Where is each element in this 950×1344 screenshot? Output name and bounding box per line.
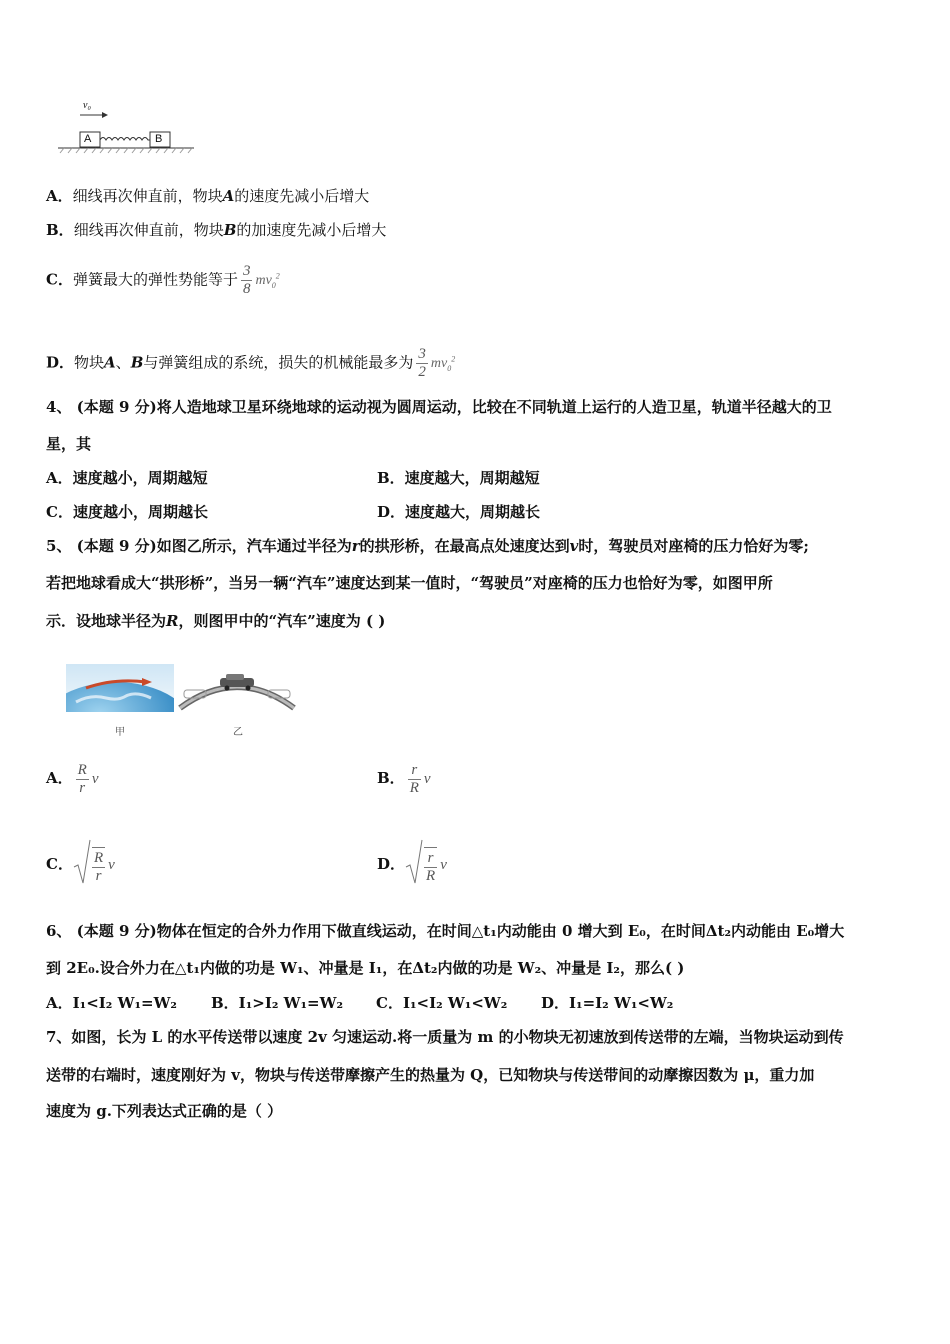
q6-option-d: D．I₁=I₂ W₁<W₂ xyxy=(541,994,674,1012)
q5-stem-line1: 5、 (本题 9 分)如图乙所示，汽车通过半径为r的拱形桥，在最高点处速度达到v时，驾驶员对座椅的压力恰好为零; xyxy=(46,537,809,555)
square-root xyxy=(73,839,108,891)
q4-option-c: C．速度越小，周期越长 xyxy=(46,503,208,521)
fraction: $\frac{3}{8}$ xyxy=(242,263,251,298)
q5-option-d: D． $\frac{r}{R}$ v xyxy=(377,838,447,891)
q7-stem-line2: 送带的右端时，速度刚好为 v，物块与传送带摩擦产生的热量为 Q，已知物块与传送带间的动摩擦因数为 μ，重力加 xyxy=(46,1066,815,1084)
fraction: $\frac{R}{r}$ xyxy=(92,847,105,885)
q3-option-d: D．物块A、B与弹簧组成的系统，损失的机械能最多为 $\frac{3}{2}$ $mv_0^2$ xyxy=(46,346,456,381)
fraction: $\frac{r}{R}$ xyxy=(409,761,419,796)
block-a-label: A xyxy=(84,133,92,145)
q7-stem-line3: 速度为 g.下列表达式正确的是（ ） xyxy=(46,1102,283,1120)
spring-block-figure xyxy=(56,100,196,156)
q5-option-b: B． $\frac{r}{R}$ v xyxy=(377,761,431,796)
velocity-arrow-label: v₀ xyxy=(83,100,91,111)
q6-option-c: C．I₁<I₂ W₁<W₂ xyxy=(376,994,508,1012)
q5-option-a: A． $\frac{R}{r}$ v xyxy=(46,761,99,796)
formula-mv: $mv_0^2$ xyxy=(430,354,456,373)
q4-stem-line2: 星，其 xyxy=(46,435,92,453)
q3-option-a: A．细线再次伸直前，物块A的速度先减小后增大 xyxy=(46,187,370,205)
earth-figure xyxy=(66,664,174,712)
q6-stem-line1: 6、 (本题 9 分)物体在恒定的合外力作用下做直线运动，在时间△t₁内动能由 0 增大到 E₀，在时间Δt₂内动能由 E₀增大 xyxy=(46,922,845,940)
q6-stem-line2: 到 2E₀.设合外力在△t₁内做的功是 W₁、冲量是 I₁，在Δt₂内做的功是 W₂、冲量是 I₂，那么( ) xyxy=(46,959,685,977)
q5-stem-line3: 示．设地球半径为R，则图甲中的“汽车”速度为 ( ) xyxy=(46,612,386,630)
q6-option-b: B．I₁>I₂ W₁=W₂ xyxy=(211,994,344,1012)
fraction: $\frac{3}{2}$ xyxy=(418,346,426,381)
fraction: $\frac{R}{r}$ xyxy=(77,761,87,796)
fraction: $\frac{r}{R}$ xyxy=(424,847,437,885)
q3-option-b: B．细线再次伸直前，物块B的加速度先减小后增大 xyxy=(46,221,387,239)
formula-mv: $mv_0^2$ xyxy=(255,271,280,290)
q5-option-c: C． $\frac{R}{r}$ v xyxy=(46,838,115,891)
arch-bridge-figure xyxy=(178,668,296,712)
figure-label-yi: 乙 xyxy=(233,727,243,738)
square-root xyxy=(405,839,440,891)
q5-stem-line2: 若把地球看成大“拱形桥”，当另一辆“汽车”速度达到某一值时，“驾驶员”对座椅的压力也恰好为零，如图甲所 xyxy=(46,574,773,592)
q4-option-b: B．速度越大，周期越短 xyxy=(377,469,540,487)
q4-option-d: D．速度越大，周期越长 xyxy=(377,503,541,521)
block-b-label: B xyxy=(155,133,163,145)
q6-option-a: A．I₁<I₂ W₁=W₂ xyxy=(46,994,178,1012)
figure-label-jia: 甲 xyxy=(115,727,125,738)
q3-option-c: C．弹簧最大的弹性势能等于 $\frac{3}{8}$ $mv_0^2$ xyxy=(46,263,280,298)
q7-stem-line1: 7、如图，长为 L 的水平传送带以速度 2v 匀速运动.将一质量为 m 的小物块无初速放到传送带的左端，当物块运动到传 xyxy=(46,1028,844,1046)
q4-option-a: A．速度越小，周期越短 xyxy=(46,469,208,487)
q4-stem-line1: 4、 (本题 9 分)将人造地球卫星环绕地球的运动视为圆周运动，比较在不同轨道上运行的人造卫星，轨道半径越大的卫 xyxy=(46,398,832,416)
